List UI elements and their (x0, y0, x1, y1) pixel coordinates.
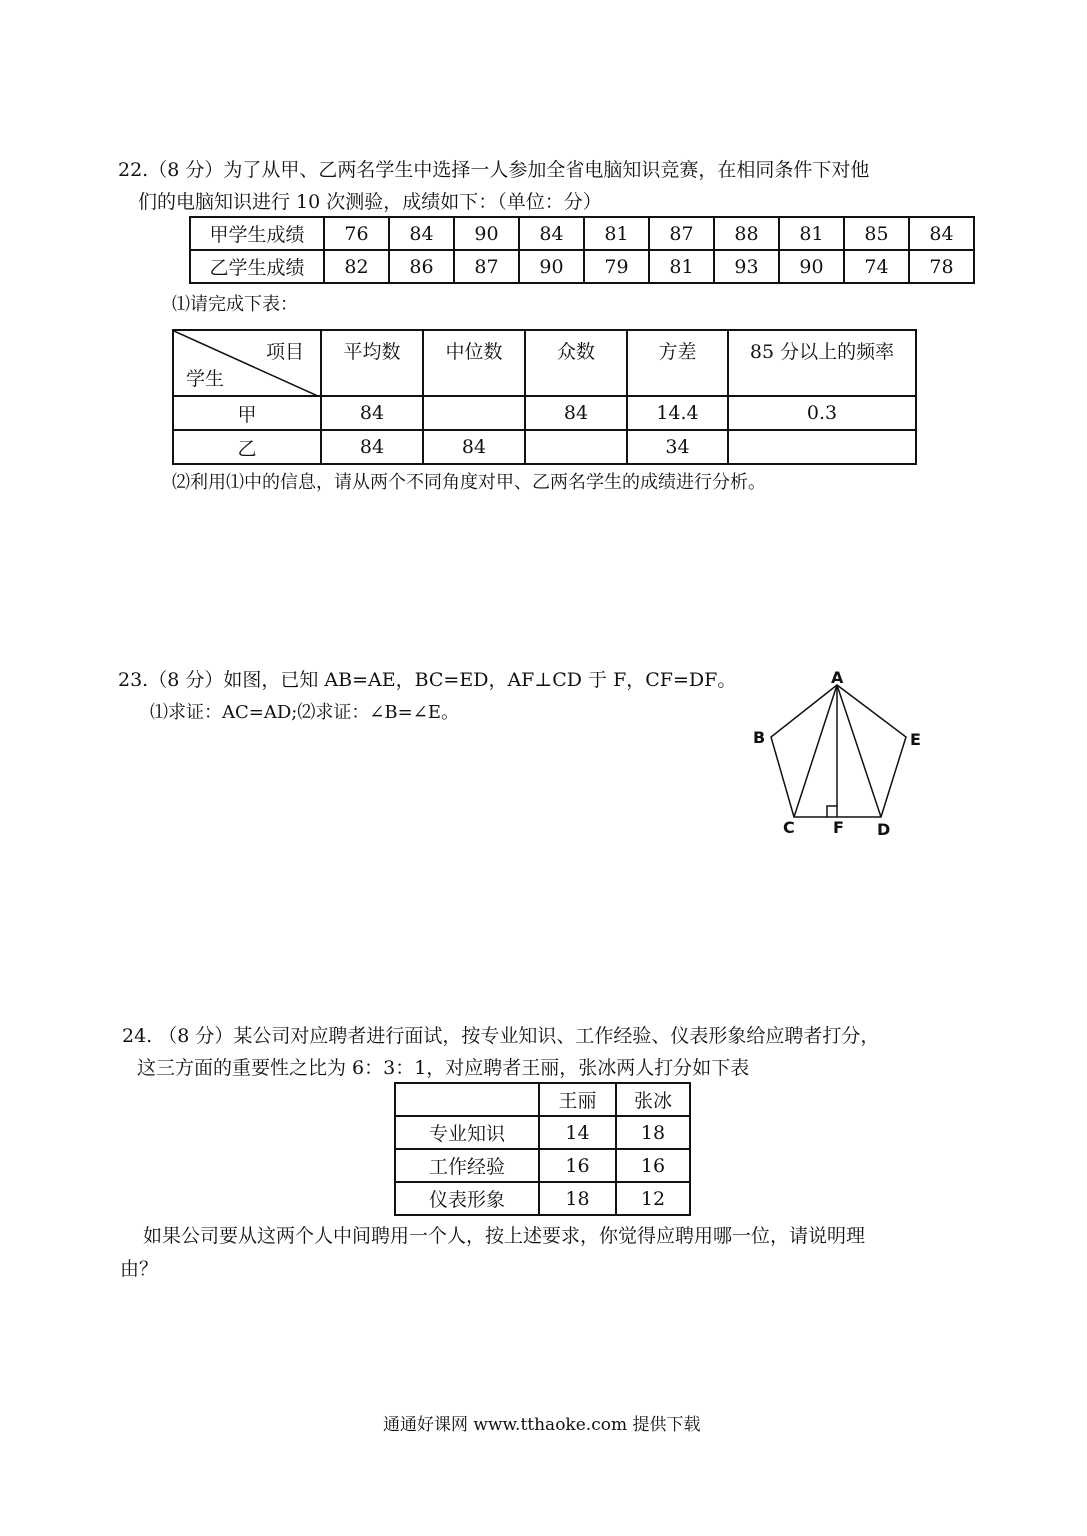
table-row (395, 1182, 690, 1215)
value-cell: 14 (539, 1116, 616, 1149)
row-label: 乙学生成绩 (190, 250, 324, 283)
value-cell: 84 (321, 396, 423, 430)
score-cell: 78 (909, 250, 974, 283)
score-cell: 81 (779, 217, 844, 250)
score-cell: 88 (714, 217, 779, 250)
value-cell: 14.4 (627, 396, 728, 430)
q23-line1: 23.（8 分）如图，已知 AB=AE，BC=ED，AF⊥CD 于 F，CF=DF。 (118, 669, 737, 691)
row-label: 甲学生成绩 (190, 217, 324, 250)
col-header: 85 分以上的频率 (728, 330, 916, 396)
value-cell (728, 430, 916, 464)
header-cell: 王丽 (539, 1083, 616, 1116)
table-row (190, 250, 974, 283)
score-cell: 79 (584, 250, 649, 283)
q23-line2: ⑴求证：AC=AD;⑵求证：∠B=∠E。 (150, 702, 459, 723)
table-row (395, 1116, 690, 1149)
q22-summary-table (172, 329, 917, 465)
page-footer: 通通好课网 www.tthaoke.com 提供下载 (383, 1415, 701, 1435)
score-cell: 86 (389, 250, 454, 283)
label-a: A (831, 668, 844, 687)
score-cell: 84 (909, 217, 974, 250)
header-cell (395, 1083, 539, 1116)
col-header: 方差 (627, 330, 728, 396)
value-cell: 18 (539, 1182, 616, 1215)
value-cell: 12 (616, 1182, 690, 1215)
score-cell: 84 (519, 217, 584, 250)
value-cell: 18 (616, 1116, 690, 1149)
table-row (173, 396, 916, 430)
corner-top-label: 项目 (265, 341, 304, 363)
q24-line4: 由？ (120, 1258, 159, 1280)
row-label: 工作经验 (395, 1149, 539, 1182)
table-row (173, 430, 916, 464)
score-cell: 87 (649, 217, 714, 250)
value-cell: 34 (627, 430, 728, 464)
score-cell: 74 (844, 250, 909, 283)
q22-sub2: ⑵利用⑴中的信息，请从两个不同角度对甲、乙两名学生的成绩进行分析。 (172, 472, 766, 493)
q24-line1: 24. （8 分）某公司对应聘者进行面试，按专业知识、工作经验、仪表形象给应聘者打分， (122, 1025, 880, 1047)
score-cell: 90 (454, 217, 519, 250)
q24-line2: 这三方面的重要性之比为 6：3：1，对应聘者王丽，张冰两人打分如下表 (137, 1057, 750, 1079)
label-f: F (833, 818, 844, 837)
student-cell: 甲 (173, 396, 321, 430)
label-c: C (783, 818, 795, 837)
score-cell: 85 (844, 217, 909, 250)
value-cell: 16 (539, 1149, 616, 1182)
q22-scores-table (189, 216, 975, 284)
corner-cell (173, 330, 321, 396)
value-cell: 16 (616, 1149, 690, 1182)
score-cell: 84 (389, 217, 454, 250)
value-cell: 0.3 (728, 396, 916, 430)
table-row (395, 1149, 690, 1182)
student-cell: 乙 (173, 430, 321, 464)
table-row (190, 217, 974, 250)
label-d: D (877, 820, 891, 839)
label-e: E (910, 730, 921, 749)
score-cell: 93 (714, 250, 779, 283)
row-label: 仪表形象 (395, 1182, 539, 1215)
q24-scores-table (394, 1082, 691, 1216)
value-cell: 84 (423, 430, 525, 464)
table-row (173, 330, 916, 396)
score-cell: 81 (649, 250, 714, 283)
q24-line3: 如果公司要从这两个人中间聘用一个人，按上述要求，你觉得应聘用哪一位，请说明理 (143, 1225, 866, 1247)
score-cell: 81 (584, 217, 649, 250)
row-label: 专业知识 (395, 1116, 539, 1149)
table-row (395, 1083, 690, 1116)
col-header: 平均数 (321, 330, 423, 396)
value-cell: 84 (321, 430, 423, 464)
q22-line2: 们的电脑知识进行 10 次测验，成绩如下：（单位：分） (138, 191, 602, 213)
col-header: 中位数 (423, 330, 525, 396)
value-cell (525, 430, 627, 464)
score-cell: 90 (779, 250, 844, 283)
label-b: B (753, 728, 766, 747)
header-cell: 张冰 (616, 1083, 690, 1116)
score-cell: 90 (519, 250, 584, 283)
value-cell: 84 (525, 396, 627, 430)
pentagon-figure (745, 665, 935, 845)
q22-line1: 22.（8 分）为了从甲、乙两名学生中选择一人参加全省电脑知识竞赛，在相同条件下对他 (118, 159, 870, 181)
corner-bottom-label: 学生 (186, 368, 225, 390)
value-cell (423, 396, 525, 430)
q22-sub1: ⑴请完成下表： (172, 294, 298, 315)
score-cell: 87 (454, 250, 519, 283)
score-cell: 76 (324, 217, 389, 250)
score-cell: 82 (324, 250, 389, 283)
col-header: 众数 (525, 330, 627, 396)
